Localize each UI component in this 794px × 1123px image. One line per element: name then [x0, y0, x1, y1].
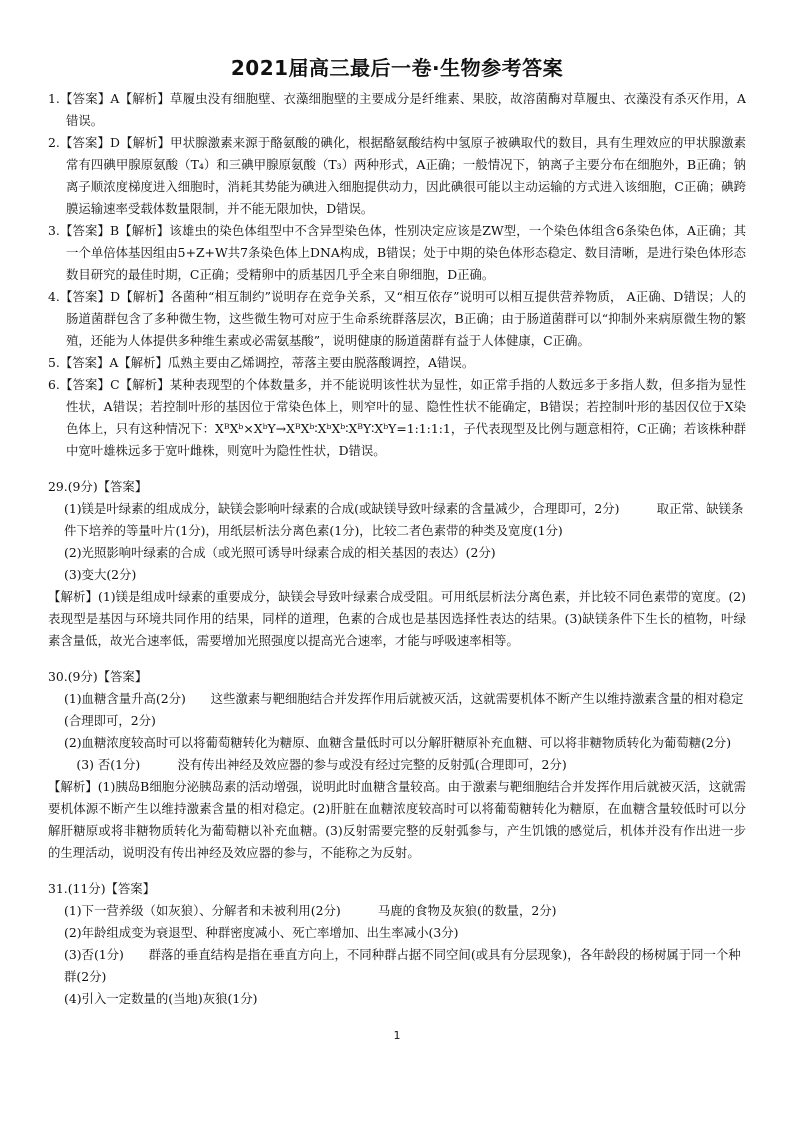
question-30-heading: 30.(9分)【答案】	[48, 669, 148, 684]
question-29-answer-3: (3)变大(2分)	[64, 567, 137, 582]
question-29-answer-2: (2)光照影响叶绿素的合成（或光照可诱导叶绿素合成的相关基因的表达）(2分)	[64, 545, 496, 560]
choice-answer-5: 5.【答案】A【解析】瓜熟主要由乙烯调控，蒂落主要由脱落酸调控，A错误。	[48, 355, 475, 370]
page-title: 2021届高三最后一卷·生物参考答案	[230, 56, 564, 80]
choice-answer-2: 2.【答案】D【解析】甲状腺激素来源于酪氨酸的碘化，根据酪氨酸结构中氢原子被碘取代的数目，具有生理效应的甲状腺激素常有四碘甲腺原氨酸（T₄）和三碘甲腺原氨酸（T₃）两种形式，A正确；一般情况下，钠离子主要分布在细胞外，B正确；钠离子顺浓度梯度进入细胞时，消耗其势能为碘进入细胞提供动力，因此碘很可能以主动运输的方式进入该细胞，C正确；碘跨膜运输速率受载体数量限制，并不能无限加快，D错误。	[48, 135, 746, 216]
question-31-answer-2: (2)年龄组成变为衰退型、种群密度减小、死亡率增加、出生率减小(3分)	[64, 925, 459, 940]
choice-answer-6: 6.【答案】C【解析】某种表现型的个体数量多，并不能说明该性状为显性，如正常手指的人数远多于多指人数，但多指为显性性状，A错误；若控制叶形的基因位于常染色体上，则窄叶的显、隐性性状不能确定，B错误；若控制叶形的基因仅位于X染色体上，只有这种情况下：XᴮXᵇ×XᵇY→XᴮXᵇ∶XᵇXᵇ∶XᴮY∶XᵇY=1:1:1:1，子代表现型及比例与题意相符，C正确；若该株种群中宽叶雄株远多于宽叶雌株，则宽叶为隐性性状，D错误。	[48, 377, 746, 458]
question-29-explanation: 【解析】(1)镁是组成叶绿素的重要成分，缺镁会导致叶绿素合成受阻。可用纸层析法分离色素，并比较不同色素带的宽度。(2)表现型是基因与环境共同作用的结果，同样的道理，色素的合成也是基因选择性表达的结果。(3)缺镁条件下生长的植物，叶绿素含量低，故光合速率低，需要增加光照强度以提高光合速率，才能与呼吸速率相等。	[48, 589, 746, 648]
question-30-answer-3: (3) 否(1分) 没有传出神经及效应器的参与或没有经过完整的反射弧(合理即可，2分)	[64, 757, 567, 772]
question-30-answer-1: (1)血糖含量升高(2分) 这些激素与靶细胞结合并发挥作用后就被灭活，这就需要机体不断产生以维持激素含量的相对稳定(合理即可，2分)	[64, 691, 744, 728]
page-number: 1	[393, 1029, 401, 1042]
question-30-answer-2: (2)血糖浓度较高时可以将葡萄糖转化为糖原、血糖含量低时可以分解肝糖原补充血糖、可以将非糖物质转化为葡萄糖(2分)	[64, 735, 732, 750]
question-31-answer-4: (4)引入一定数量的(当地)灰狼(1分)	[64, 991, 258, 1006]
question-29-answer-1: (1)镁是叶绿素的组成成分，缺镁会影响叶绿素的合成(或缺镁导致叶绿素的含量减少，合理即可，2分) 取正常、缺镁条件下培养的等量叶片(1分)，用纸层析法分离色素(1分)，比较二者色素带的种类及宽度(1分)	[64, 501, 744, 538]
choice-answers	[48, 88, 746, 462]
question-30-explanation: 【解析】(1)胰岛B细胞分泌胰岛素的活动增强，说明此时血糖含量较高。由于激素与靶细胞结合并发挥作用后就被灭活，这就需要机体源不断产生以维持激素含量的相对稳定。(2)肝脏在血糖浓度较高时可以将葡萄糖转化为糖原，在血糖含量较低时可以分解肝糖原或将非糖物质转化为葡萄糖以补充血糖。(3)反射需要完整的反射弧参与，产生饥饿的感觉后，机体并没有作出进一步的生理活动，说明没有传出神经及效应器的参与，不能称之为反射。	[48, 779, 746, 860]
choice-answer-1: 1.【答案】A【解析】草履虫没有细胞壁、衣藻细胞壁的主要成分是纤维素、果胶，故溶菌酶对草履虫、衣藻没有杀灭作用，A错误。	[48, 91, 746, 128]
question-31-answer-3: (3)否(1分) 群落的垂直结构是指在垂直方向上，不同种群占据不同空间(或具有分层现象)，各年龄段的杨树属于同一个种群(2分)	[64, 947, 741, 984]
choice-answer-3: 3.【答案】B【解析】该雄虫的染色体组型中不含异型染色体，性别决定应该是ZW型，一个染色体组含6条染色体，A正确；其一个单倍体基因组由5+Z+W共7条染色体上DNA构成，B错误；处于中期的染色体形态稳定、数目清晰，是进行染色体形态数目研究的最佳时期，C正确；受精卵中的质基因几乎全来自卵细胞，D正确。	[48, 223, 746, 282]
question-31-heading: 31.(11分)【答案】	[48, 881, 156, 896]
choice-answer-4: 4.【答案】D【解析】各菌种“相互制约”说明存在竞争关系，又“相互依存”说明可以相互提供营养物质， A正确、D错误；人的肠道菌群包含了多种微生物，这些微生物可对应于生命系统群落层次，B正确；由于肠道菌群可以“抑制外来病原微生物的繁殖，还能为人体提供多种维生素或必需氨基酸”，说明健康的肠道菌群有益于人体健康，C正确。	[48, 289, 746, 348]
question-29-heading: 29.(9分)【答案】	[48, 479, 148, 494]
question-31-answer-1: (1)下一营养级（如灰狼）、分解者和未被利用(2分) 马鹿的食物及灰狼(的数量，2分)	[64, 903, 557, 918]
